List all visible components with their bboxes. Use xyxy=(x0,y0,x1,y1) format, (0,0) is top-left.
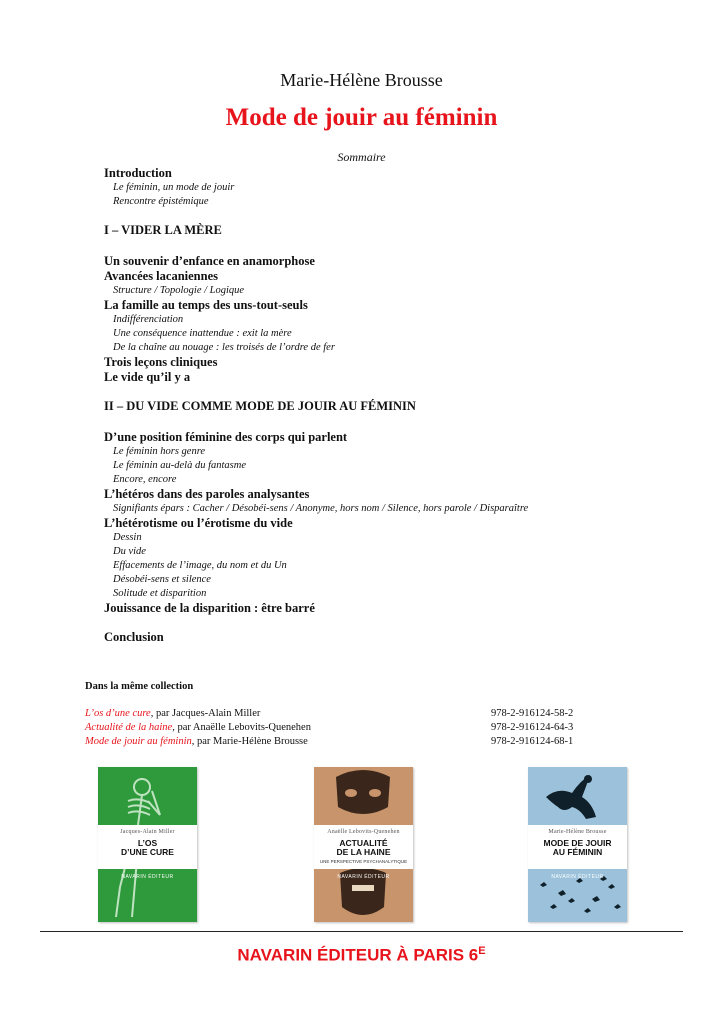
book-cover-mode-de-jouir xyxy=(528,767,627,922)
cover-author: Jacques-Alain Miller xyxy=(120,829,175,835)
cover-publisher: NAVARIN ÉDITEUR xyxy=(337,874,390,880)
toc-heading: L’hétéros dans des paroles analysantes xyxy=(104,487,310,501)
toc-heading: La famille au temps des uns-tout-seuls xyxy=(104,298,308,312)
collection-book-isbn: 978-2-916124-58-2 xyxy=(491,708,574,719)
toc-subitem: Indifférenciation xyxy=(113,314,184,325)
toc-part-1: I – VIDER LA MÈRE xyxy=(104,223,222,237)
book-cover-los-dune-cure xyxy=(98,767,197,922)
sommaire-label: Sommaire xyxy=(337,150,386,164)
collection-row xyxy=(85,707,620,720)
collection-heading: Dans la même collection xyxy=(85,681,194,692)
collection-book-author: , par Jacques-Alain Miller xyxy=(150,708,261,719)
collection-row xyxy=(85,735,620,748)
collection-book-title: Actualité de la haine xyxy=(85,722,173,733)
footer-superscript: E xyxy=(478,945,486,957)
toc-subitem: Le féminin hors genre xyxy=(113,446,206,457)
toc-heading-conclusion: Conclusion xyxy=(104,630,164,644)
publisher-footer xyxy=(0,945,723,966)
book-cover-actualite-de-la-haine xyxy=(314,767,413,922)
collection-book-isbn: 978-2-916124-64-3 xyxy=(491,722,574,733)
collection-book-title: L’os d’une cure xyxy=(85,708,151,719)
toc-subitem: Encore, encore xyxy=(113,474,177,485)
toc-heading: L’hétérotisme ou l’érotisme du vide xyxy=(104,516,293,530)
toc-heading: D’une position féminine des corps qui parlent xyxy=(104,430,348,444)
toc-subitem: Rencontre épistémique xyxy=(113,196,209,207)
cover-title-line1: ACTUALITÉ xyxy=(339,838,388,848)
cover-title-line2: D’UNE CURE xyxy=(121,847,174,857)
toc-heading: Trois leçons cliniques xyxy=(104,355,218,369)
toc-subitem: Du vide xyxy=(113,546,146,557)
toc-heading-introduction: Introduction xyxy=(104,166,172,180)
cover-title-band xyxy=(98,825,197,869)
collection-book-author: , par Marie-Hélène Brousse xyxy=(191,736,308,747)
toc-subitem: Solitude et disparition xyxy=(113,588,207,599)
toc-subitem: Structure / Topologie / Logique xyxy=(113,285,245,296)
table-of-contents xyxy=(104,166,664,645)
cover-title-band xyxy=(314,825,413,869)
toc-subitem: Le féminin, un mode de jouir xyxy=(113,182,235,193)
cover-author: Marie-Hélène Brousse xyxy=(548,829,607,835)
cover-author: Anaëlle Lebovits-Quenehen xyxy=(327,829,400,835)
collection-row xyxy=(85,721,620,734)
book-title: Mode de jouir au féminin xyxy=(225,104,498,131)
footer-text: NAVARIN ÉDITEUR À PARIS 6 xyxy=(237,945,479,965)
toc-subitem: Une conséquence inattendue : exit la mère xyxy=(113,328,292,339)
cover-subtitle: UNE PERSPECTIVE PSYCHANALYTIQUE xyxy=(319,859,408,864)
toc-subitem: Désobéi-sens et silence xyxy=(113,574,211,585)
cover-publisher: NAVARIN ÉDITEUR xyxy=(121,874,174,880)
cover-title-line2: AU FÉMININ xyxy=(552,847,603,857)
toc-subitem: Effacements de l’image, du nom et du Un xyxy=(113,560,287,571)
toc-heading: Avancées lacaniennes xyxy=(104,269,218,283)
collection-book-author: , par Anaëlle Lebovits-Quenehen xyxy=(172,722,311,733)
book-author: Marie-Hélène Brousse xyxy=(280,70,443,90)
cover-publisher: NAVARIN ÉDITEUR xyxy=(551,874,604,880)
cover-title-line1: MODE DE JOUIR xyxy=(543,838,612,848)
cover-title-band xyxy=(528,825,627,869)
collection-book-title: Mode de jouir au féminin xyxy=(85,736,192,747)
collection-book-isbn: 978-2-916124-68-1 xyxy=(491,736,574,747)
cover-title-line2: DE LA HAINE xyxy=(336,847,391,857)
toc-subitem: Le féminin au-delà du fantasme xyxy=(113,460,246,471)
toc-subitem: Signifiants épars : Cacher / Désobéi-sens / Anonyme, hors nom / Silence, hors parole / Disparaître xyxy=(113,503,529,514)
toc-subitem: De la chaîne au nouage : les troisés de l’ordre de fer xyxy=(113,342,335,353)
cover-title-line1: L’OS xyxy=(137,838,158,848)
toc-heading: Jouissance de la disparition : être barré xyxy=(104,601,315,615)
toc-heading: Le vide qu’il y a xyxy=(104,370,191,384)
toc-part-2: II – DU VIDE COMME MODE DE JOUIR AU FÉMININ xyxy=(104,399,416,413)
footer-divider xyxy=(40,931,683,932)
toc-heading: Un souvenir d’enfance en anamorphose xyxy=(104,254,315,268)
toc-subitem: Dessin xyxy=(113,532,142,543)
